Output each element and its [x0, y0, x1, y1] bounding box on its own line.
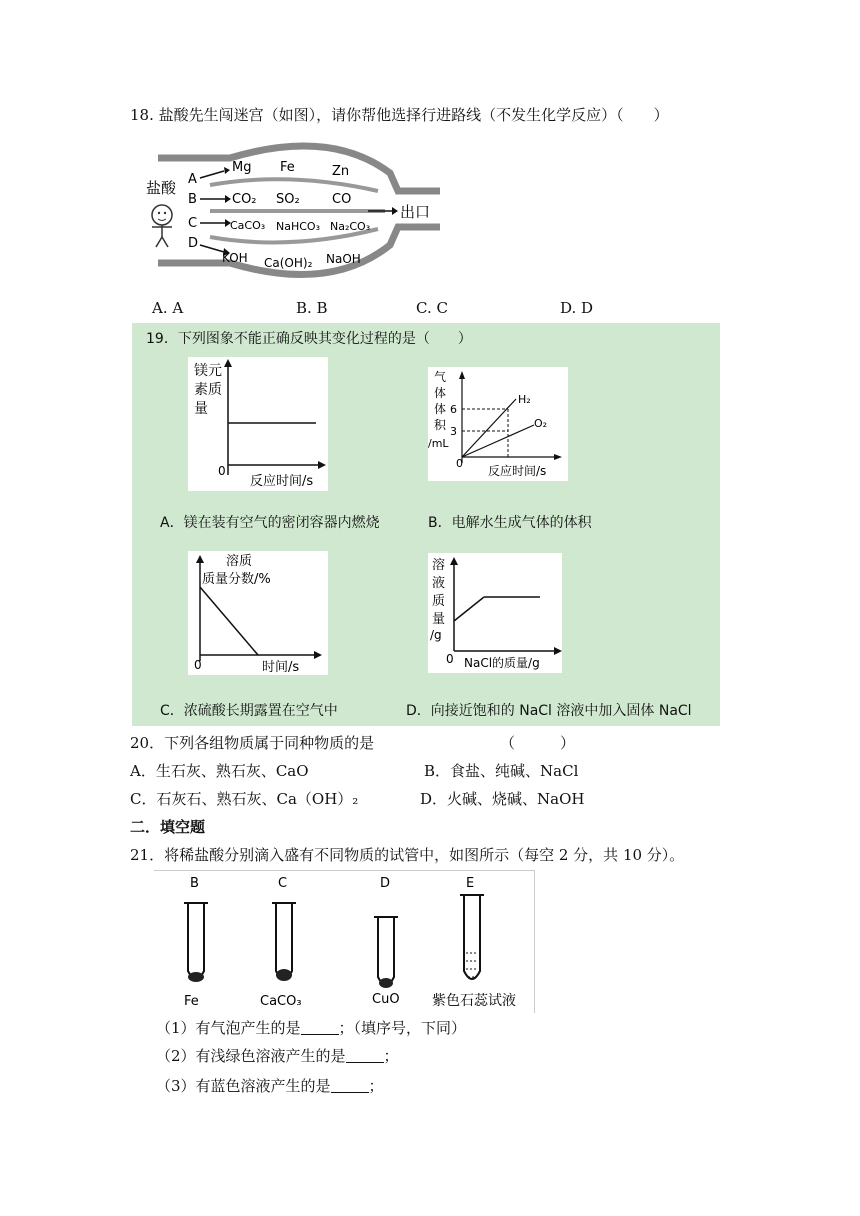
q20-paren: （ ）	[500, 734, 576, 752]
q21-sub-3-text: （3）有蓝色溶液产生的是	[156, 1077, 331, 1095]
route-c-item-2: NaHCO₃	[276, 220, 320, 233]
route-a-item-1: Mg	[232, 160, 252, 175]
answer-blank-2[interactable]	[346, 1048, 384, 1063]
route-letter-b: B	[188, 192, 197, 207]
tube-letter-e: E	[466, 876, 475, 891]
graph-d	[428, 553, 562, 673]
q19-caption-d: D．向接近饱和的 NaCl 溶液中加入固体 NaCl	[406, 703, 692, 719]
q20-option-b: B．食盐、纯碱、NaCl	[424, 762, 579, 780]
graph-a-xlabel: 反应时间/s	[250, 474, 314, 489]
graph-d-ylabel-5: /g	[430, 628, 442, 642]
q21-sub-1-note: ；（填序号，下同）	[338, 1019, 467, 1037]
graph-c	[188, 551, 328, 675]
graph-b-ylabel-4: 积	[434, 418, 447, 432]
route-letter-c: C	[188, 216, 198, 231]
maze-start-label: 盐酸	[146, 179, 177, 197]
graph-c-xlabel: 时间/s	[262, 660, 300, 675]
route-c-item-3: Na₂CO₃	[330, 220, 371, 233]
graph-c-origin: 0	[194, 658, 202, 672]
answer-blank-1[interactable]	[301, 1020, 339, 1035]
tube-label-litmus: 紫色石蕊试液	[432, 993, 516, 1009]
graph-b-ylabel-2: 体	[434, 386, 447, 400]
route-a-item-3: Zn	[332, 164, 350, 179]
graph-d-ylabel-2: 液	[432, 576, 446, 591]
q18-stem: 18. 盐酸先生闯迷宫（如图），请你帮他选择行进路线（不发生化学反应）（ ）	[130, 106, 669, 124]
tube-letter-b: B	[190, 876, 199, 891]
q19-caption-a: A．镁在装有空气的密闭容器内燃烧	[160, 515, 380, 531]
route-d-item-3: NaOH	[326, 252, 361, 266]
route-c-item-1: CaCO₃	[230, 219, 266, 232]
maze-figure	[140, 133, 440, 283]
graph-a-ylabel-3: 量	[194, 401, 208, 417]
graph-a	[188, 357, 328, 491]
graph-b	[428, 367, 568, 481]
section-heading: 二．填空题	[130, 818, 206, 836]
answer-blank-3[interactable]	[331, 1078, 369, 1093]
q19-stem: 19．下列图象不能正确反映其变化过程的是（ ）	[146, 331, 472, 347]
q21-sub-2-note: ；	[383, 1047, 399, 1065]
route-d-item-2: Ca(OH)₂	[264, 256, 313, 270]
graph-b-ylabel-3: 体	[434, 402, 447, 416]
graph-d-origin: 0	[446, 652, 454, 666]
q21-stem: 21．将稀盐酸分别滴入盛有不同物质的试管中，如图所示（每空 2 分，共 10 分）。	[130, 846, 685, 864]
q20-option-d: D．火碱、烧碱、NaOH	[420, 790, 585, 808]
graph-b-ylabel-5: /mL	[428, 437, 449, 450]
tube-label-fe: Fe	[184, 994, 199, 1009]
graph-d-ylabel-4: 量	[432, 612, 446, 627]
q20-stem: 20．下列各组物质属于同种物质的是	[130, 734, 375, 752]
maze-exit-label: 出口	[400, 203, 431, 221]
graph-a-ylabel-1: 镁元	[194, 363, 222, 379]
graph-b-origin: 0	[456, 457, 463, 470]
q19-caption-b: B．电解水生成气体的体积	[428, 515, 592, 531]
q18-option-b: B. B	[296, 299, 328, 317]
q21-sub-3	[156, 1076, 384, 1096]
tube-letter-d: D	[380, 876, 391, 891]
q21-sub-2	[156, 1046, 399, 1066]
graph-d-ylabel-3: 质	[432, 594, 446, 609]
q19-panel	[132, 323, 720, 726]
q18-option-c: C. C	[416, 299, 448, 317]
q18-option-d: D. D	[560, 299, 594, 317]
q20-option-c: C．石灰石、熟石灰、Ca（OH）₂	[130, 790, 359, 808]
route-d-item-1: KOH	[222, 251, 248, 265]
route-letter-a: A	[188, 172, 197, 187]
q21-sub-1-text: （1）有气泡产生的是	[156, 1019, 301, 1037]
graph-b-xlabel: 反应时间/s	[488, 464, 547, 478]
q20-option-a: A．生石灰、熟石灰、CaO	[130, 762, 309, 780]
test-tubes-figure	[154, 870, 535, 1013]
graph-b-tick-3: 3	[450, 425, 457, 438]
graph-b-tick-6: 6	[450, 403, 457, 416]
graph-d-ylabel-1: 溶	[432, 558, 446, 573]
graph-b-ylabel-1: 气	[434, 370, 447, 384]
tube-letter-c: C	[278, 876, 288, 891]
tube-label-cuo: CuO	[372, 992, 400, 1007]
graph-c-ylabel-1: 溶质	[226, 554, 253, 569]
route-letter-d: D	[188, 236, 199, 251]
graph-a-ylabel-2: 素质	[194, 382, 222, 398]
route-b-item-3: CO	[332, 192, 352, 207]
route-b-item-1: CO₂	[232, 192, 257, 207]
q19-caption-c: C．浓硫酸长期露置在空气中	[160, 703, 338, 719]
q21-sub-3-note: ；	[368, 1077, 384, 1095]
tube-label-caco3: CaCO₃	[260, 994, 302, 1009]
route-a-item-2: Fe	[280, 160, 295, 175]
graph-b-series-o2: O₂	[534, 417, 548, 430]
graph-a-origin: 0	[218, 464, 226, 478]
q18-option-a: A. A	[152, 299, 184, 317]
graph-d-xlabel: NaCl的质量/g	[464, 656, 540, 670]
q21-sub-1	[156, 1018, 466, 1038]
graph-b-series-h2: H₂	[518, 393, 531, 406]
q21-sub-2-text: （2）有浅绿色溶液产生的是	[156, 1047, 346, 1065]
route-b-item-2: SO₂	[276, 192, 300, 207]
graph-c-ylabel-2: 质量分数/%	[202, 572, 271, 587]
